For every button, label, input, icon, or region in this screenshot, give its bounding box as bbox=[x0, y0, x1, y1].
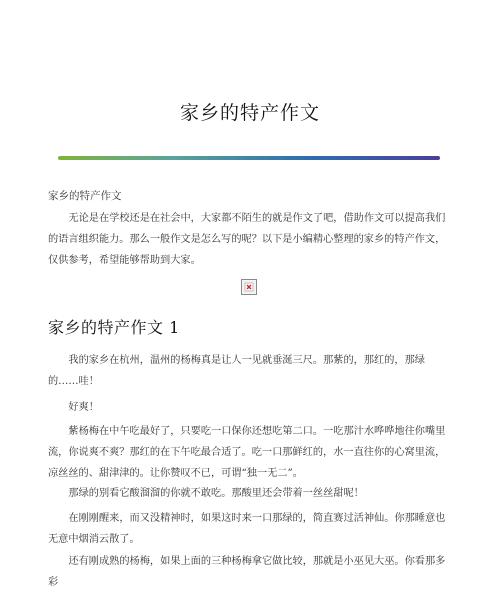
essay-paragraph: 在刚刚醒来，而又没精神时，如果这时来一口那绿的，简直赛过活神仙。你那睡意也无意中烟消云散了。 bbox=[48, 513, 446, 545]
essay-paragraph: 好爽！ bbox=[68, 402, 99, 413]
title-divider bbox=[58, 156, 440, 160]
essay-paragraph: 紫杨梅在中午吃最好了，只要吃一口保你还想吃第二口。一吃那汁水哗哗地往你嘴里流，你说爽不爽？那红的在下午吃最合适了。吃一口那鲜红的，水一直往你的心窝里流，凉丝丝的、甜津津的。让你赞叹不已，可谓“独一无二”。 bbox=[48, 426, 446, 479]
essay-heading: 家乡的特产作文 1 bbox=[48, 318, 180, 337]
intro-paragraph: 无论是在学校还是在社会中，大家都不陌生的就是作文了吧，借助作文可以提高我们的语言组织能力。那么一般作文是怎么写的呢？以下是小编精心整理的家乡的特产作文，仅供参考，希望能够帮助到大家。 bbox=[48, 213, 446, 266]
essay-paragraph: 那绿的别看它酸溜溜的你就不敢吃。那酸里还会带着一丝丝甜呢！ bbox=[68, 488, 364, 499]
section-label: 家乡的特产作文 bbox=[48, 190, 122, 202]
essay-paragraph: 还有刚成熟的杨梅，如果上面的三种杨梅拿它做比较，那就是小巫见大巫。你看那多彩 bbox=[48, 556, 446, 588]
page-title: 家乡的特产作文 bbox=[179, 102, 320, 124]
essay-paragraph: 我的家乡在杭州，温州的杨梅真是让人一见就垂涎三尺。那紫的，那红的，那绿的……哇！ bbox=[48, 355, 425, 387]
broken-image-icon bbox=[241, 279, 257, 295]
